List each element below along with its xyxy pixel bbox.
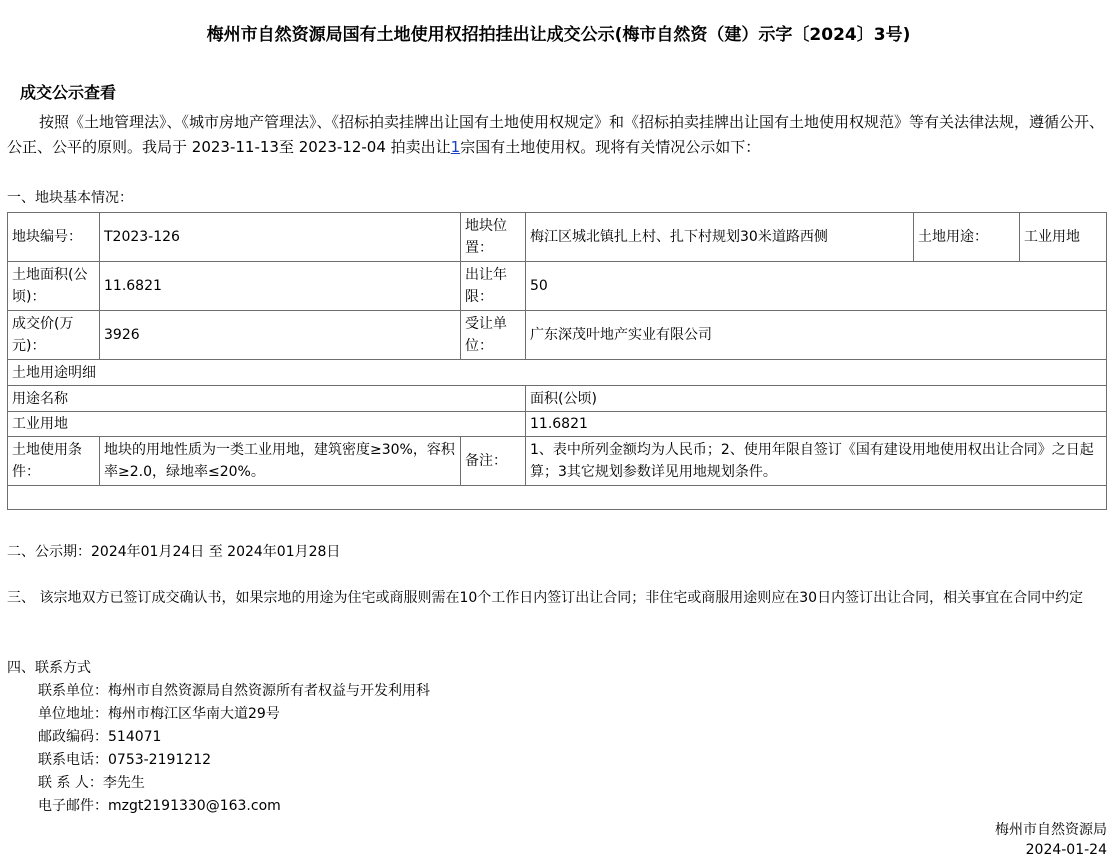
detail-col-name: 用途名称 xyxy=(8,386,526,412)
contact-unit: 联系单位：梅州市自然资源局自然资源所有者权益与开发利用科 xyxy=(38,683,430,699)
section4-title: 四、联系方式 xyxy=(7,660,91,676)
table-row xyxy=(8,386,1107,412)
detail-row-area: 11.6821 xyxy=(526,412,1107,437)
land-use-label: 土地用途： xyxy=(914,213,1020,262)
page-title: 梅州市自然资源局国有土地使用权招拍挂出让成交公示(梅市自然资（建）示字〔2024〕3号) xyxy=(206,25,911,45)
footer-org: 梅州市自然资源局 xyxy=(995,822,1107,838)
footer-date: 2024-01-24 xyxy=(1025,842,1107,858)
land-use-value: 工业用地 xyxy=(1020,213,1107,262)
location-label: 地块位置： xyxy=(461,213,526,262)
section3-contract-note: 三、 该宗地双方已签订成交确认书，如果宗地的用途为住宅或商服则需在10个工作日内签订出让合同；非住宅或商服用途则应在30日内签订出让合同，相关事宜在合同中约定 xyxy=(7,590,1084,606)
section1-title: 一、地块基本情况： xyxy=(7,190,133,206)
table-row xyxy=(8,360,1107,386)
table-row xyxy=(8,437,1107,486)
conditions-label: 土地使用条件： xyxy=(8,437,100,486)
detail-row-name: 工业用地 xyxy=(8,412,526,437)
remark-label: 备注： xyxy=(461,437,526,486)
contact-address: 单位地址：梅州市梅江区华南大道29号 xyxy=(38,706,280,722)
detail-title: 土地用途明细 xyxy=(8,360,1107,386)
contact-info xyxy=(38,680,430,818)
area-value: 11.6821 xyxy=(100,262,461,311)
location-value: 梅江区城北镇扎上村、扎下村规划30米道路西侧 xyxy=(526,213,914,262)
table-row xyxy=(8,213,1107,262)
section-heading: 成交公示查看 xyxy=(20,83,117,102)
table-row xyxy=(8,311,1107,360)
parcel-no-label: 地块编号： xyxy=(8,213,100,262)
table-row xyxy=(8,486,1107,510)
intro-text-after: 宗国有土地使用权。现将有关情况公示如下： xyxy=(460,138,761,156)
section2-publicity-period: 二、公示期：2024年01月24日 至 2024年01月28日 xyxy=(7,544,341,560)
table-row xyxy=(8,412,1107,437)
contact-phone: 联系电话：0753-2191212 xyxy=(38,752,212,768)
price-label: 成交价(万元)： xyxy=(8,311,100,360)
term-value: 50 xyxy=(526,262,1107,311)
grantee-value: 广东深茂叶地产实业有限公司 xyxy=(526,311,1107,360)
price-value: 3926 xyxy=(100,311,461,360)
term-label: 出让年限： xyxy=(461,262,526,311)
conditions-value: 地块的用地性质为一类工业用地，建筑密度≥30%，容积率≥2.0，绿地率≤20%。 xyxy=(100,437,461,486)
parcel-info-table xyxy=(7,212,1107,510)
grantee-label: 受让单位： xyxy=(461,311,526,360)
detail-col-area: 面积(公顷) xyxy=(526,386,1107,412)
contact-postcode: 邮政编码：514071 xyxy=(38,729,162,745)
parcel-no-value: T2023-126 xyxy=(100,213,461,262)
table-row xyxy=(8,262,1107,311)
intro-paragraph xyxy=(7,110,1107,160)
remark-value: 1、表中所列金额均为人民币；2、使用年限自签订《国有建设用地使用权出让合同》之日起算；3其它规划参数详见用地规划条件。 xyxy=(526,437,1107,486)
empty-row xyxy=(8,486,1107,510)
intro-text-before: 按照《土地管理法》、《城市房地产管理法》、《招标拍卖挂牌出让国有土地使用权规定》和《招标拍卖挂牌出让国有土地使用权规范》等有关法律法规，遵循公开、公正、公平的原则。我局于 2023-11-13至 2023-12-04 拍卖出让 xyxy=(7,113,1105,156)
parcel-count-link[interactable]: 1 xyxy=(450,138,461,156)
contact-email: 电子邮件：mzgt2191330@163.com xyxy=(38,798,281,814)
area-label: 土地面积(公顷)： xyxy=(8,262,100,311)
contact-person: 联 系 人：李先生 xyxy=(38,775,145,791)
